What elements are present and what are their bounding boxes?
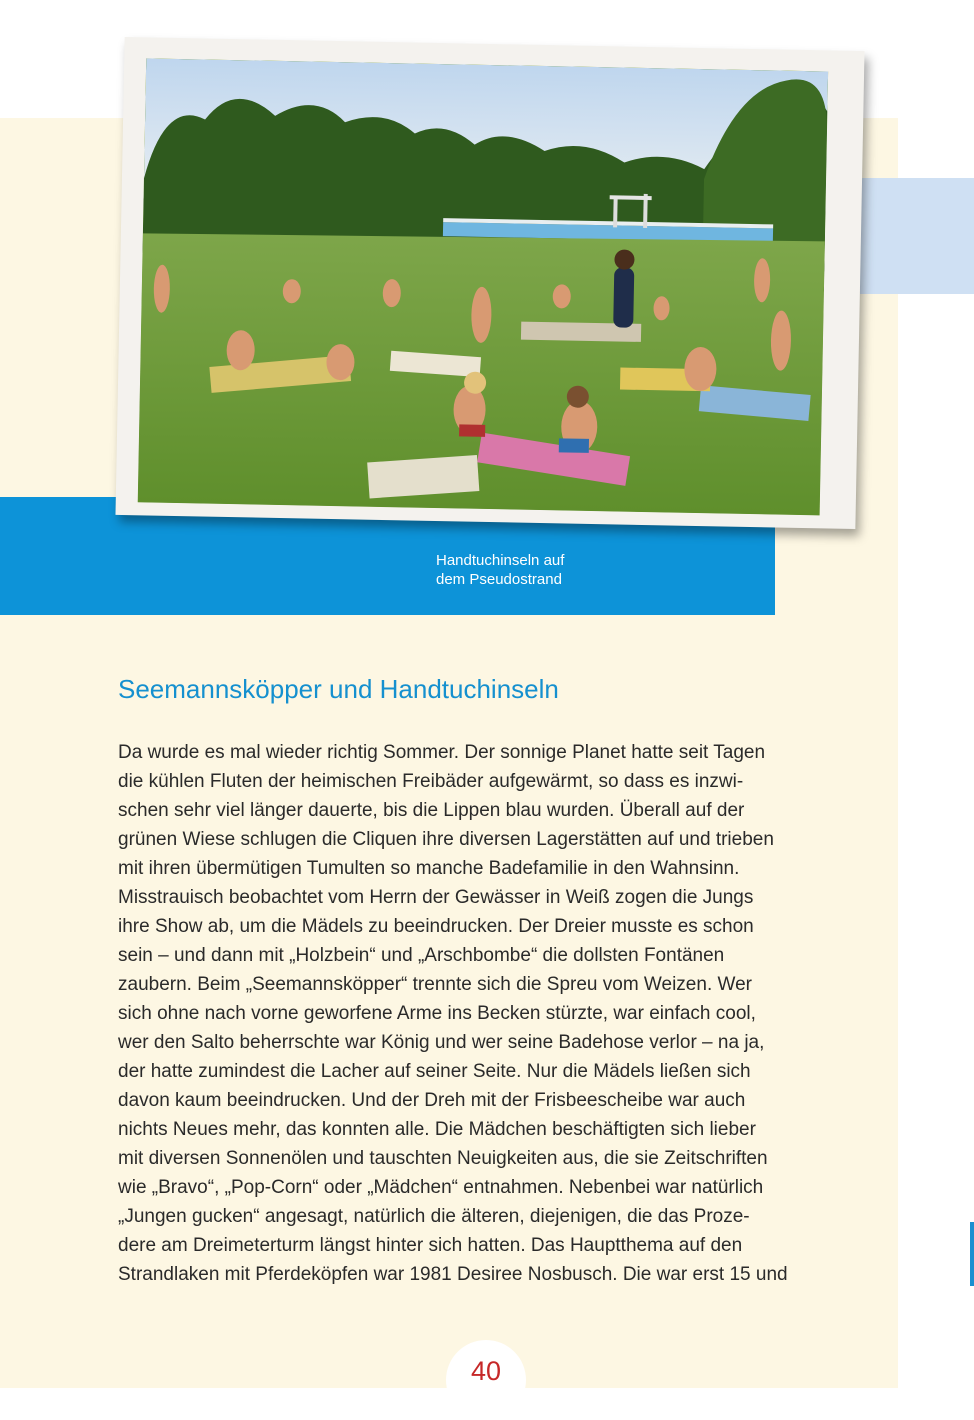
- body-line: sein – und dann mit „Holzbein“ und „Arschbombe“ die dollsten Fontänen: [118, 945, 725, 966]
- body-line: mit diversen Sonnenölen und tauschten Neuigkeiten aus, die sie Zeitschriften: [118, 1148, 768, 1169]
- body-line: ihre Show ab, um die Mädels zu beeindrucken. Der Dreier musste es schon: [118, 916, 754, 937]
- body-line: sich ohne nach vorne geworfene Arme ins Becken stürzte, war einfach cool,: [118, 1003, 756, 1024]
- body-line: die kühlen Fluten der heimischen Freibäder aufgewärmt, so dass es inzwi-: [118, 771, 744, 792]
- section-title: Seemannsköpper und Handtuchinseln: [118, 674, 559, 704]
- body-line: davon kaum beeindrucken. Und der Dreh mit der Frisbeescheibe war auch: [118, 1090, 746, 1111]
- body-line: wer den Salto beherrschte war König und wer seine Badehose verlor – na ja,: [118, 1032, 765, 1053]
- body-line: der hatte zumindest die Lacher auf seiner Seite. Nur die Mädels ließen sich: [118, 1061, 751, 1082]
- body-line: „Jungen gucken“ angesagt, natürlich die älteren, diejenigen, die das Proze-: [118, 1206, 750, 1227]
- photo-caption-line-2: dem Pseudostrand: [436, 571, 562, 588]
- page-number: 40: [470, 1356, 502, 1386]
- body-line: nichts Neues mehr, das konnten alle. Die Mädchen beschäftigten sich lieber: [118, 1119, 756, 1140]
- swimming-pool-lawn-photo: [138, 58, 828, 515]
- edge-marker: [970, 1222, 974, 1286]
- body-line: wie „Bravo“, „Pop-Corn“ oder „Mädchen“ entnahmen. Nebenbei war natürlich: [118, 1177, 764, 1198]
- article-body: [118, 738, 878, 1289]
- body-line: schen sehr viel länger dauerte, bis die Lippen blau wurden. Überall auf der: [118, 800, 745, 821]
- body-line: Strandlaken mit Pferdeköpfen war 1981 Desiree Nosbusch. Die war erst 15 und: [118, 1264, 788, 1285]
- photo-frame: [115, 37, 864, 529]
- body-line: Da wurde es mal wieder richtig Sommer. Der sonnige Planet hatte seit Tagen: [118, 742, 766, 763]
- photo-caption: [436, 551, 696, 589]
- decorative-blue-block: [860, 178, 974, 294]
- photo-illustration: [138, 58, 828, 515]
- body-line: zaubern. Beim „Seemannsköpper“ trennte sich die Spreu vom Weizen. Wer: [118, 974, 752, 995]
- body-line: grünen Wiese schlugen die Cliquen ihre diversen Lagerstätten auf und trieben: [118, 829, 774, 850]
- photo-caption-line-1: Handtuchinseln auf: [436, 552, 565, 569]
- body-line: Misstrauisch beobachtet vom Herrn der Gewässer in Weiß zogen die Jungs: [118, 887, 754, 908]
- body-line: dere am Dreimeterturm längst hinter sich hatten. Das Hauptthema auf den: [118, 1235, 743, 1256]
- body-line: mit ihren übermütigen Tumulten so manche Badefamilie in den Wahnsinn.: [118, 858, 740, 879]
